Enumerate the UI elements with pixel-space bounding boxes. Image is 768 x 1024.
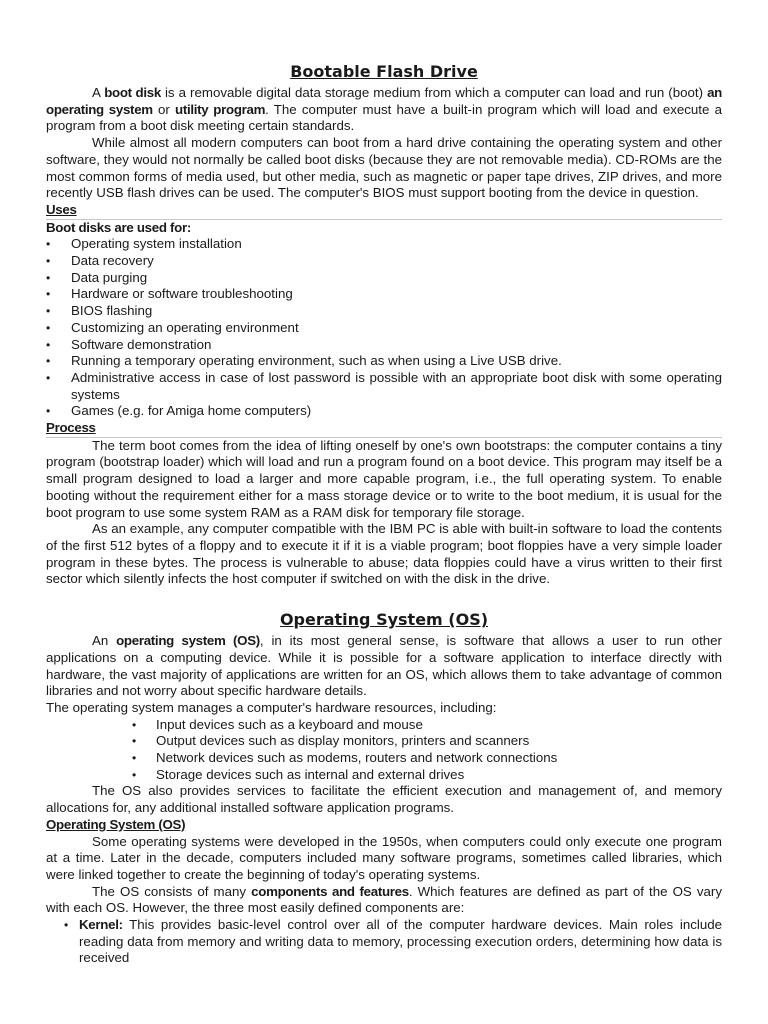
list-item: • Hardware or software troubleshooting: [46, 286, 722, 303]
title-bootable-flash-drive: Bootable Flash Drive: [290, 62, 478, 81]
section-heading-process: Process: [46, 420, 722, 438]
term-components-and-features: components and features: [251, 883, 409, 899]
text-run: . The computer must have a built-in program which will load and execute a program from a boot disk meeting certain standards.: [46, 101, 722, 134]
list-item: • Network devices such as modems, routers and network connections: [46, 750, 722, 767]
intro-paragraph-2: While almost all modern computers can boot from a hard drive containing the operating system and other software, they would not normally be called boot disks (because they are not removable media). CD-ROMs are the most common forms of media used, but other media, such as magnetic or paper tape drives, ZIP drives, and more recently USB flash drives can be used. The computer's BIOS must support booting from the device in question.: [46, 135, 722, 201]
uses-subheading: Boot disks are used for:: [46, 219, 192, 235]
list-item: • Administrative access in case of lost password is possible with an appropriate boot disk with some operating systems: [46, 370, 722, 403]
list-item: [46, 917, 722, 967]
term-operating-system-os: operating system (OS): [116, 633, 260, 649]
list-item: • Output devices such as display monitors, printers and scanners: [46, 733, 722, 750]
os-paragraph-3: The OS also provides services to facilitate the efficient execution and management of, and memory allocations for, any additional installed software application programs.: [46, 783, 722, 816]
os-paragraph-4: Some operating systems were developed in the 1950s, when computers could only execute one program at a time. Later in the decade, computers included many software programs, sometimes called libraries, which were linked together to create the beginning of today's operating systems.: [46, 833, 722, 882]
list-item: • Running a temporary operating environment, such as when using a Live USB drive.: [46, 353, 722, 370]
text-run: is a removable digital data storage medium from which a computer can load and run (boot): [160, 85, 708, 100]
list-item: • Data recovery: [46, 253, 722, 270]
list-item: • Customizing an operating environment: [46, 320, 722, 337]
list-item: • BIOS flashing: [46, 303, 722, 320]
list-item: • Storage devices such as internal and external drives: [46, 767, 722, 784]
os-paragraph-5: [46, 884, 722, 917]
uses-list: [46, 236, 722, 420]
text-run: , in its most general sense, is software that allows a user to run other applications on a computing device. While it is possible for a software application to interface directly with hardware, the vast majority of applications are written for an OS, which allows them to take advantage of common libraries and not worry about specific hardware details.: [46, 633, 722, 699]
term-utility-program: utility program: [175, 101, 266, 117]
term-boot-disk: boot disk: [104, 85, 161, 100]
components-list: [46, 917, 722, 967]
os-paragraph-1: [46, 633, 722, 700]
text-run: An: [92, 633, 117, 649]
title-operating-system: Operating System (OS): [279, 610, 489, 630]
text-run: or: [152, 101, 176, 117]
process-paragraph-2: As an example, any computer compatible with the IBM PC is able with built-in software to load the contents of the first 512 bytes of a floppy and to execute it if it is a viable program; boot floppies have a very simple loader program in these bytes. The process is vulnerable to abuse; data floppies could have a virus written to their first sector which silently infects the host computer if switched on with the disk in the drive.: [46, 521, 722, 587]
text-run: . Which features are defined as part of the OS vary with each OS. However, the three most easily defined components are:: [46, 883, 722, 916]
list-item: • Input devices such as a keyboard and mouse: [46, 717, 722, 734]
section-heading-os: Operating System (OS): [46, 816, 186, 832]
process-paragraph-1: The term boot comes from the idea of lifting oneself by one's own bootstraps: the computer contains a tiny program (bootstrap loader) which will load and run a program found on a boot device. This program may itself be a small program designed to load a larger and more capable program, i.e., the full operating system. To enable booting without the requirement either for a mass storage device or to write to the boot medium, it is usual for the boot program to use some system RAM as a RAM disk for temporary file storage.: [46, 437, 722, 520]
text-run: This provides basic-level control over all of the computer hardware devices. Main roles include reading data from memory and writing data to memory, processing execution orders, determining how data is received: [79, 917, 722, 966]
text-run: The OS consists of many: [92, 883, 252, 899]
term-operating-system: an operating system: [46, 85, 722, 117]
list-item: • Data purging: [46, 270, 722, 287]
list-item: • Operating system installation: [46, 236, 722, 253]
document-page: [46, 62, 722, 967]
intro-paragraph-1: [46, 85, 722, 135]
list-item: • Software demonstration: [46, 337, 722, 354]
text-run: A: [92, 85, 105, 100]
resources-list: [46, 717, 722, 784]
list-item: • Games (e.g. for Amiga home computers): [46, 403, 722, 420]
term-kernel: Kernel:: [79, 917, 123, 933]
os-paragraph-2: The operating system manages a computer's hardware resources, including:: [46, 699, 497, 715]
section-heading-uses: Uses: [46, 202, 722, 220]
